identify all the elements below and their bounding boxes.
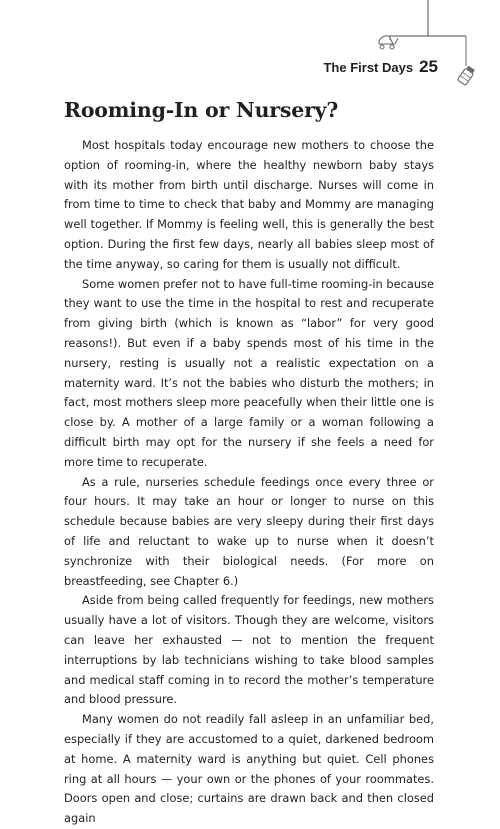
stroller-icon — [379, 36, 398, 49]
paragraph: Some women prefer not to have full-time rooming-in because they want to use the time in the hospital to rest and recuperate from giving birth (which is known as “labor” for very good reasons!). But even if a baby spends most of his time in the nursery, resting is usually not a realistic expectation on a maternity ward. It’s not the babies who disturb the mothers; in fact, most mothers sleep more peacefully when their little one is close by. A mother of a large family or a woman following a difficult birth may opt for the nursery if she feels a need for more time to recuperate. — [64, 276, 434, 469]
paragraph: Most hospitals today encourage new mothers to choose the option of rooming-in, where the healthy newborn baby stays with its mother from birth until discharge. Nurses will come in from time to time to check that baby and Mommy are managing well together. If Mommy is feeling well, this is generally the best option. During the first few days, nearly all babies sleep most of the time anyway, so caring for them is usually not difficult. — [64, 138, 434, 271]
paragraph: As a rule, nurseries schedule feedings once every three or four hours. It may take an hour or longer to nurse on this schedule because babies are very sleepy during their first days of life and reluctant to wake up to nurse when it doesn’t synchronize with their biological needs. (For more on breastfeeding, see Chapter 6.) — [64, 474, 434, 588]
body-text — [64, 136, 434, 829]
running-title: The First Days — [323, 60, 414, 75]
baby-mobile-icon — [370, 0, 480, 95]
paragraph: Many women do not readily fall asleep in an unfamiliar bed, especially if they are accustomed to a quiet, darkened bedroom at home. A maternity ward is anything but quiet. Cell phones ring at all hours — your own or the phones of your roommates. Doors open and close; curtains are drawn back and then closed again — [64, 712, 434, 826]
baby-bottle-icon — [457, 65, 476, 85]
page-number: 25 — [419, 57, 438, 76]
running-head — [323, 57, 438, 77]
paragraph: Aside from being called frequently for feedings, new mothers usually have a lot of visitors. Though they are welcome, visitors can leave her exhausted — not to mention the frequent interruptions by lab technicians wishing to take blood samples and medical staff coming in to record the mother’s temperature and blood pressure. — [64, 593, 434, 707]
section-title: Rooming-In or Nursery? — [64, 98, 339, 122]
